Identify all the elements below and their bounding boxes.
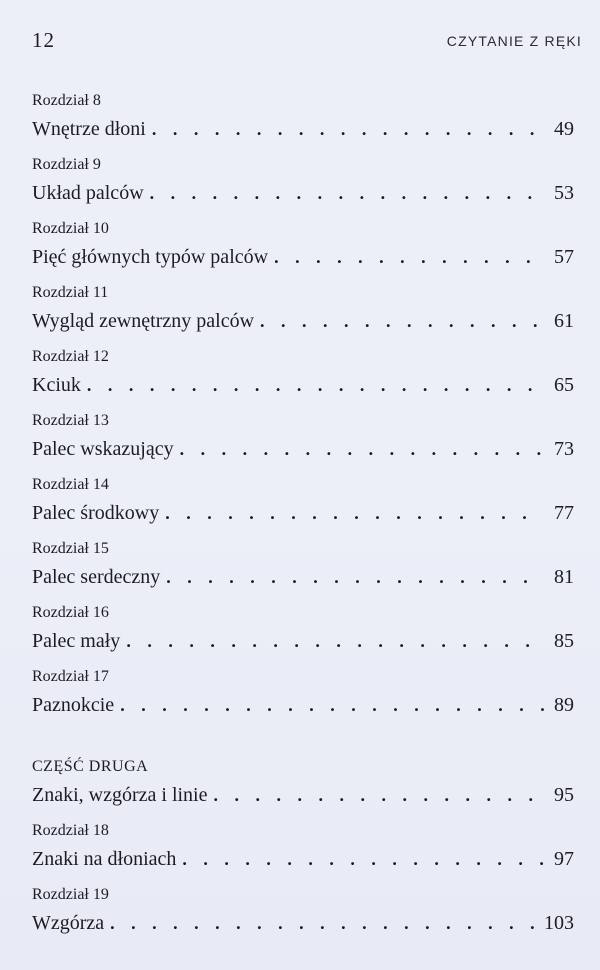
dot-leader xyxy=(260,308,544,334)
toc-entry xyxy=(32,412,574,476)
toc-entry xyxy=(32,476,574,540)
toc-entry xyxy=(32,348,574,412)
toc-part-entry xyxy=(32,758,574,822)
chapter-label: Rozdział 12 xyxy=(32,348,109,365)
chapter-label: Rozdział 18 xyxy=(32,822,109,839)
page-ref: 57 xyxy=(554,246,574,268)
part-label: CZĘŚĆ DRUGA xyxy=(32,758,149,775)
chapter-title: Palec mały xyxy=(32,630,121,652)
chapter-label: Rozdział 13 xyxy=(32,412,109,429)
chapter-title: Wnętrze dłoni xyxy=(32,118,146,140)
chapter-title: Układ palców xyxy=(32,182,144,204)
running-title: CZYTANIE Z RĘKI xyxy=(446,33,582,49)
page-ref: 97 xyxy=(554,848,574,870)
chapter-label: Rozdział 8 xyxy=(32,92,101,109)
toc-entry xyxy=(32,284,574,348)
chapter-title: Palec wskazujący xyxy=(32,438,174,460)
chapter-title: Paznokcie xyxy=(32,694,115,716)
page-ref: 53 xyxy=(554,182,574,204)
chapter-title: Palec środkowy xyxy=(32,502,160,524)
chapter-label: Rozdział 19 xyxy=(32,886,109,903)
dot-leader xyxy=(180,436,544,462)
dot-leader xyxy=(182,846,544,872)
chapter-label: Rozdział 17 xyxy=(32,668,109,685)
page-ref: 73 xyxy=(554,438,574,460)
chapter-title: Wzgórza xyxy=(32,912,105,934)
dot-leader xyxy=(152,116,544,142)
chapter-title: Znaki na dłoniach xyxy=(32,848,177,870)
page-ref: 81 xyxy=(554,566,574,588)
toc-entry xyxy=(32,220,574,284)
page-number: 12 xyxy=(32,28,55,52)
chapter-title: Palec serdeczny xyxy=(32,566,161,588)
toc-entry xyxy=(32,540,574,604)
dot-leader xyxy=(110,910,538,936)
chapter-title: Kciuk xyxy=(32,374,81,396)
dot-leader xyxy=(165,500,544,526)
chapter-label: Rozdział 11 xyxy=(32,284,109,301)
toc-entry xyxy=(32,886,574,950)
toc-entry xyxy=(32,604,574,668)
toc-entry xyxy=(32,822,574,886)
toc-entry xyxy=(32,156,574,220)
dot-leader xyxy=(87,372,544,398)
toc-entry xyxy=(32,668,574,732)
page-ref: 65 xyxy=(554,374,574,396)
chapter-label: Rozdział 10 xyxy=(32,220,109,237)
page-ref: 61 xyxy=(554,310,574,332)
dot-leader xyxy=(126,628,544,654)
part-title: Znaki, wzgórza i linie xyxy=(32,784,208,806)
chapter-label: Rozdział 15 xyxy=(32,540,109,557)
toc-entry xyxy=(32,92,574,156)
dot-leader xyxy=(274,244,544,270)
chapter-label: Rozdział 9 xyxy=(32,156,101,173)
dot-leader xyxy=(214,782,545,808)
page-ref: 103 xyxy=(544,912,574,934)
table-of-contents xyxy=(32,92,574,950)
dot-leader xyxy=(150,180,544,206)
page-ref: 89 xyxy=(554,694,574,716)
chapter-label: Rozdział 16 xyxy=(32,604,109,621)
dot-leader xyxy=(120,692,544,718)
chapter-title: Wygląd zewnętrzny palców xyxy=(32,310,255,332)
chapter-label: Rozdział 14 xyxy=(32,476,109,493)
page-ref: 77 xyxy=(554,502,574,524)
dot-leader xyxy=(166,564,544,590)
page-ref: 49 xyxy=(554,118,574,140)
page-ref: 95 xyxy=(554,784,574,806)
chapter-title: Pięć głównych typów palców xyxy=(32,246,269,268)
page-ref: 85 xyxy=(554,630,574,652)
